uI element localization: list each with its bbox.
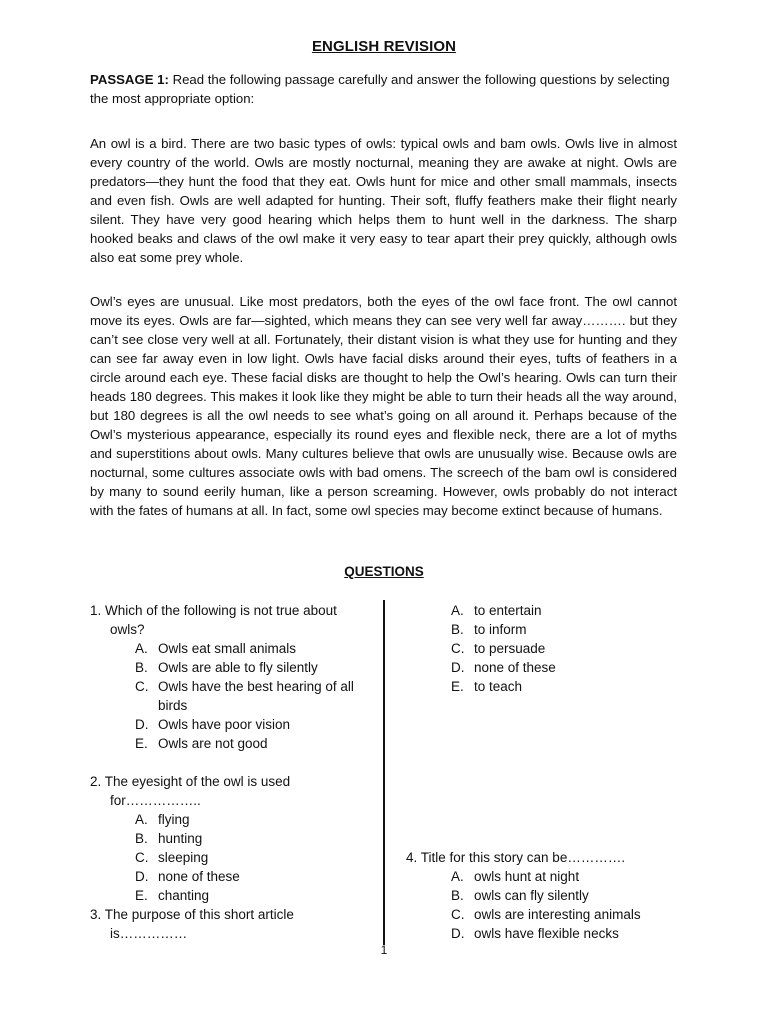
option-letter: E. — [135, 888, 148, 903]
option-text: sleeping — [158, 850, 209, 865]
question-1-option-b — [90, 658, 370, 677]
question-2-option-b — [90, 829, 370, 848]
question-3-options — [406, 601, 706, 696]
option-letter: A. — [135, 641, 148, 656]
question-3-option-b — [406, 620, 706, 639]
option-text: to inform — [474, 622, 527, 637]
option-text: owls have flexible necks — [474, 926, 619, 941]
option-text: Owls are able to fly silently — [158, 660, 318, 675]
option-letter: B. — [451, 888, 464, 903]
question-2-option-e — [90, 886, 370, 905]
question-3 — [90, 905, 370, 943]
question-3-stem-cont: is…………… — [110, 926, 188, 941]
option-letter: E. — [451, 679, 464, 694]
question-1-option-c — [90, 677, 370, 715]
option-letter: A. — [451, 603, 464, 618]
question-1-option-a — [90, 639, 370, 658]
question-2-option-c — [90, 848, 370, 867]
option-text: hunting — [158, 831, 203, 846]
question-4-option-d — [406, 924, 706, 943]
option-letter: E. — [135, 736, 148, 751]
page-number: 1 — [380, 943, 388, 957]
option-text: chanting — [158, 888, 210, 903]
question-4-option-b — [406, 886, 706, 905]
column-divider — [383, 600, 385, 945]
question-2 — [90, 772, 370, 905]
option-text-cont: birds — [158, 698, 188, 713]
option-text: Owls eat small animals — [158, 641, 297, 656]
passage-label: PASSAGE 1: — [90, 72, 169, 87]
question-4-option-c — [406, 905, 706, 924]
question-4-options — [406, 867, 706, 943]
question-2-option-d — [90, 867, 370, 886]
option-letter: D. — [135, 869, 149, 884]
option-text: to persuade — [474, 641, 546, 656]
option-letter: C. — [451, 641, 465, 656]
questions-heading: QUESTIONS — [344, 564, 424, 579]
question-1 — [90, 601, 370, 753]
option-letter: D. — [451, 926, 465, 941]
questions-right-column — [406, 601, 706, 941]
instructions-text: Read the following passage carefully and answer the following questions by selecting the most appropriate option: — [90, 72, 670, 106]
question-1-option-e — [90, 734, 370, 753]
question-3-option-d — [406, 658, 706, 677]
question-3-stem: 3. The purpose of this short article — [90, 907, 294, 922]
question-2-option-a — [90, 810, 370, 829]
question-2-options — [90, 810, 370, 905]
option-letter: D. — [135, 717, 149, 732]
option-letter: B. — [135, 831, 148, 846]
option-text: owls can fly silently — [474, 888, 589, 903]
option-letter: A. — [451, 869, 464, 884]
question-3-option-a — [406, 601, 706, 620]
option-text: Owls have the best hearing of all — [158, 679, 354, 694]
passage-paragraph-1: An owl is a bird. There are two basic types of owls: typical owls and bam owls. Owls live in almost every country of the world. Owls are mostly nocturnal, meaning they are awake at night. Owls are predators—they hunt the food that they eat. Owls hunt for mice and other small mammals, insects and even fish. Owls are well adapted for hunting. Their soft, fluffy feathers make their flight nearly silent. They have very good hearing which helps them to hunt well in the darkness. The sharp hooked beaks and claws of the owl make it very easy to tear apart their prey quickly, although owls also eat some prey whole. — [90, 136, 677, 265]
option-letter: C. — [135, 850, 149, 865]
option-text: owls hunt at night — [474, 869, 580, 884]
option-text: Owls are not good — [158, 736, 268, 751]
question-3-option-c — [406, 639, 706, 658]
passage-instructions — [90, 70, 677, 108]
question-3-option-e — [406, 677, 706, 696]
option-text: none of these — [158, 869, 240, 884]
question-4-option-a — [406, 867, 706, 886]
option-text: flying — [158, 812, 190, 827]
option-letter: C. — [451, 907, 465, 922]
question-2-stem: 2. The eyesight of the owl is used — [90, 774, 291, 789]
question-4-stem: 4. Title for this story can be…………. — [406, 850, 626, 865]
option-letter: C. — [135, 679, 149, 694]
question-1-options — [90, 639, 370, 753]
option-text: Owls have poor vision — [158, 717, 291, 732]
question-1-option-d — [90, 715, 370, 734]
option-text: none of these — [474, 660, 556, 675]
option-text: to teach — [474, 679, 523, 694]
option-letter: A. — [135, 812, 148, 827]
questions-left-column — [90, 601, 370, 943]
question-2-stem-cont: for…………….. — [110, 793, 201, 808]
option-text: to entertain — [474, 603, 542, 618]
document-title: ENGLISH REVISION — [311, 38, 457, 55]
question-4 — [406, 848, 706, 943]
option-text: owls are interesting animals — [474, 907, 641, 922]
option-letter: B. — [135, 660, 148, 675]
question-1-stem-cont: owls? — [110, 622, 145, 637]
option-letter: B. — [451, 622, 464, 637]
option-letter: D. — [451, 660, 465, 675]
passage-paragraph-2: Owl’s eyes are unusual. Like most predators, both the eyes of the owl face front. The owl cannot move its eyes. Owls are far—sighted, which means they can see very well far away………. but they can’t see close very well at all. Fortunately, their distant vision is what they use for hunting and they can see far away even in low light. Owls have facial disks around their eyes, tufts of feathers in a circle around each eye. These facial disks are thought to help the Owl’s hearing. Owls can turn their heads 180 degrees. This makes it look like they might be able to turn their heads all the way around, but 180 degrees is all the owl needs to see what’s going on all around it. Perhaps because of the Owl’s mysterious appearance, especially its round eyes and flexible neck, there are a lot of myths and superstitions about owls. Many cultures believe that owls are unusually wise. Because owls are nocturnal, some cultures associate owls with bad omens. The screech of the bam owl is considered by many to sound eerily human, like a person screaming. However, owls probably do not interact with the fates of humans at all. In fact, some owl species may become extinct because of humans. — [90, 294, 677, 518]
question-1-stem: 1. Which of the following is not true about — [90, 603, 337, 618]
